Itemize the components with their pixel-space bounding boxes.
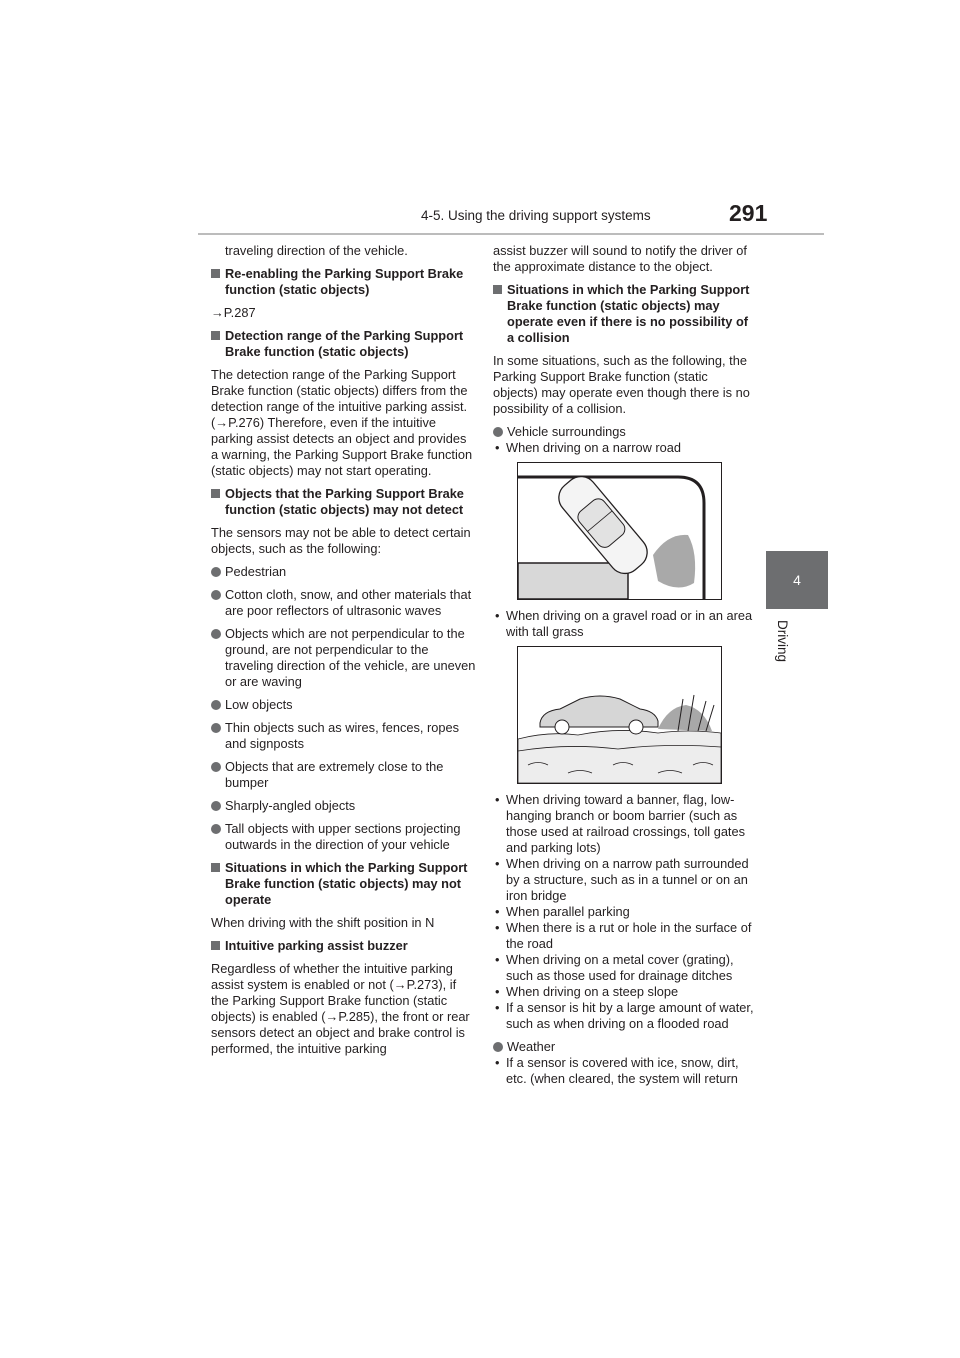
dash-item xyxy=(493,856,755,904)
reference-link[interactable]: →P.273 xyxy=(393,977,439,992)
list-item xyxy=(211,720,476,752)
heading-text: Detection range of the Parking Support Brake function (static objects) xyxy=(225,328,464,359)
dash-item xyxy=(493,608,755,640)
heading-text: Re-enabling the Parking Support Brake function (static objects) xyxy=(225,266,464,297)
round-bullet-icon xyxy=(211,567,221,577)
dash-item xyxy=(493,984,755,1000)
list-item xyxy=(211,626,476,690)
square-bullet-icon xyxy=(211,489,220,498)
dash-item xyxy=(493,1000,755,1032)
text: The detection range of the Parking Support Brake function (static objects) differs from the detection range of the intuitive parking assist. ( xyxy=(211,367,468,430)
heading-text: Objects that the Parking Support Brake function (static objects) may not detect xyxy=(225,486,464,517)
header-rule xyxy=(198,233,824,235)
round-bullet-icon xyxy=(493,427,503,437)
reference-link[interactable]: →P.276 xyxy=(215,415,260,430)
dot-marker: • xyxy=(495,1055,500,1070)
gravel-road-svg xyxy=(518,647,721,783)
dot-marker: • xyxy=(495,1000,500,1015)
chapter-tab: 4 xyxy=(766,551,828,609)
heading-detection-range xyxy=(211,328,476,360)
reference-link[interactable]: →P.287 xyxy=(211,305,256,320)
dash-item-text: When driving on a metal cover (grating), such as those used for drainage ditches xyxy=(506,952,734,983)
may-not-operate-paragraph: When driving with the shift position in N xyxy=(211,915,435,930)
dot-marker: • xyxy=(495,920,500,935)
square-bullet-icon xyxy=(211,941,220,950)
dash-item-text: When parallel parking xyxy=(506,904,630,919)
text: ) Therefore, even if the intuitive parking assist detects an object and provides a warning, the Parking Support Brake function (static objects) may not start operating. xyxy=(211,415,473,478)
list-item xyxy=(211,587,476,619)
dash-item-text: When driving on a narrow path surrounded by a structure, such as in a tunnel or on an iron bridge xyxy=(506,856,749,903)
heading-buzzer xyxy=(211,938,476,954)
list-item xyxy=(211,759,476,791)
dash-item-text: When driving toward a banner, flag, low-hanging branch or boom barrier (such as those used at railroad crossings, toll gates and parking lots) xyxy=(506,792,746,855)
dash-item xyxy=(493,920,755,952)
list-item-text: Pedestrian xyxy=(225,564,287,579)
dash-item xyxy=(493,952,755,984)
heading-may-not-detect xyxy=(211,486,476,518)
heading-reenabling xyxy=(211,266,476,298)
buzzer-paragraph xyxy=(211,961,476,1057)
round-bullet-icon xyxy=(211,762,221,772)
section-title: 4-5. Using the driving support systems xyxy=(421,208,651,223)
dash-item xyxy=(493,1055,755,1087)
dot-marker: • xyxy=(495,608,500,623)
heading-may-operate xyxy=(493,282,755,346)
gravel-road-illustration xyxy=(517,646,722,784)
round-bullet-icon xyxy=(211,723,221,733)
dash-item-text: When driving on a steep slope xyxy=(506,984,679,999)
list-item-text: Thin objects such as wires, fences, ropes and signposts xyxy=(225,720,460,751)
round-bullet-icon xyxy=(211,801,221,811)
square-bullet-icon xyxy=(211,863,220,872)
dot-marker: • xyxy=(495,984,500,999)
right-column xyxy=(493,243,755,1087)
list-item-text: Low objects xyxy=(225,697,293,712)
square-bullet-icon xyxy=(493,285,502,294)
narrow-road-illustration xyxy=(517,462,722,600)
dot-marker: • xyxy=(495,856,500,871)
heading-text: Intuitive parking assist buzzer xyxy=(225,938,408,953)
list-item-text: Objects which are not perpendicular to the ground, are not perpendicular to the traveling direction of the vehicle, are uneven or are waving xyxy=(225,626,476,689)
chapter-label xyxy=(768,620,798,670)
left-column xyxy=(211,243,476,1064)
list-item xyxy=(211,798,476,814)
dash-item xyxy=(493,440,755,456)
text: ), the front or rear sensors detect an object and brake control is performed, the intuitive parking xyxy=(211,1009,470,1056)
round-bullet-icon xyxy=(211,700,221,710)
reference-link[interactable]: →P.285 xyxy=(325,1009,371,1024)
list-item xyxy=(211,821,476,853)
list-item-text: Weather xyxy=(507,1039,556,1054)
dash-item-text: When there is a rut or hole in the surface of the road xyxy=(506,920,752,951)
dash-item-text: When driving on a gravel road or in an area with tall grass xyxy=(506,608,753,639)
detection-range-paragraph xyxy=(211,367,476,479)
dash-item-text: If a sensor is hit by a large amount of water, such as when driving on a flooded road xyxy=(506,1000,754,1031)
dot-marker: • xyxy=(495,904,500,919)
dash-item xyxy=(493,792,755,856)
round-bullet-icon xyxy=(211,590,221,600)
list-item-text: Cotton cloth, snow, and other materials that are poor reflectors of ultrasonic waves xyxy=(225,587,472,618)
dash-item-text: If a sensor is covered with ice, snow, dirt, etc. (when cleared, the system will return xyxy=(506,1055,739,1086)
heading-text: Situations in which the Parking Support Brake function (static objects) may not operate xyxy=(225,860,468,907)
square-bullet-icon xyxy=(211,269,220,278)
may-not-detect-paragraph: The sensors may not be able to detect certain objects, such as the following: xyxy=(211,525,471,556)
list-item-text: Tall objects with upper sections projecting outwards in the direction of your vehicle xyxy=(225,821,461,852)
buzzer-continued-paragraph: assist buzzer will sound to notify the driver of the approximate distance to the object. xyxy=(493,243,747,274)
list-item-text: Vehicle surroundings xyxy=(507,424,626,439)
list-item xyxy=(211,564,476,580)
round-bullet-icon xyxy=(211,629,221,639)
page-header xyxy=(0,0,960,240)
may-operate-paragraph: In some situations, such as the following, the Parking Support Brake function (static objects) may operate even though there is no possibility of a collision. xyxy=(493,353,750,416)
list-item xyxy=(211,697,476,713)
dot-marker: • xyxy=(495,440,500,455)
text: Regardless of whether the intuitive parking assist system is enabled or not ( xyxy=(211,961,453,992)
square-bullet-icon xyxy=(211,331,220,340)
page-number: 291 xyxy=(729,200,768,226)
dash-item xyxy=(493,904,755,920)
list-item xyxy=(493,424,755,440)
round-bullet-icon xyxy=(493,1042,503,1052)
dot-marker: • xyxy=(495,952,500,967)
intro-text: traveling direction of the vehicle. xyxy=(225,243,408,258)
dot-marker: • xyxy=(495,792,500,807)
dash-item-text: When driving on a narrow road xyxy=(506,440,681,455)
heading-text: Situations in which the Parking Support Brake function (static objects) may operate even if there is no possibility of a collision xyxy=(507,282,750,345)
list-item-text: Objects that are extremely close to the bumper xyxy=(225,759,444,790)
list-item xyxy=(493,1039,755,1055)
round-bullet-icon xyxy=(211,824,221,834)
list-item-text: Sharply-angled objects xyxy=(225,798,356,813)
narrow-road-svg xyxy=(518,463,721,599)
text: ), if the Parking Support Brake function (static objects) is enabled ( xyxy=(211,977,457,1024)
heading-may-not-operate xyxy=(211,860,476,908)
chapter-label-text: Driving xyxy=(775,620,790,663)
